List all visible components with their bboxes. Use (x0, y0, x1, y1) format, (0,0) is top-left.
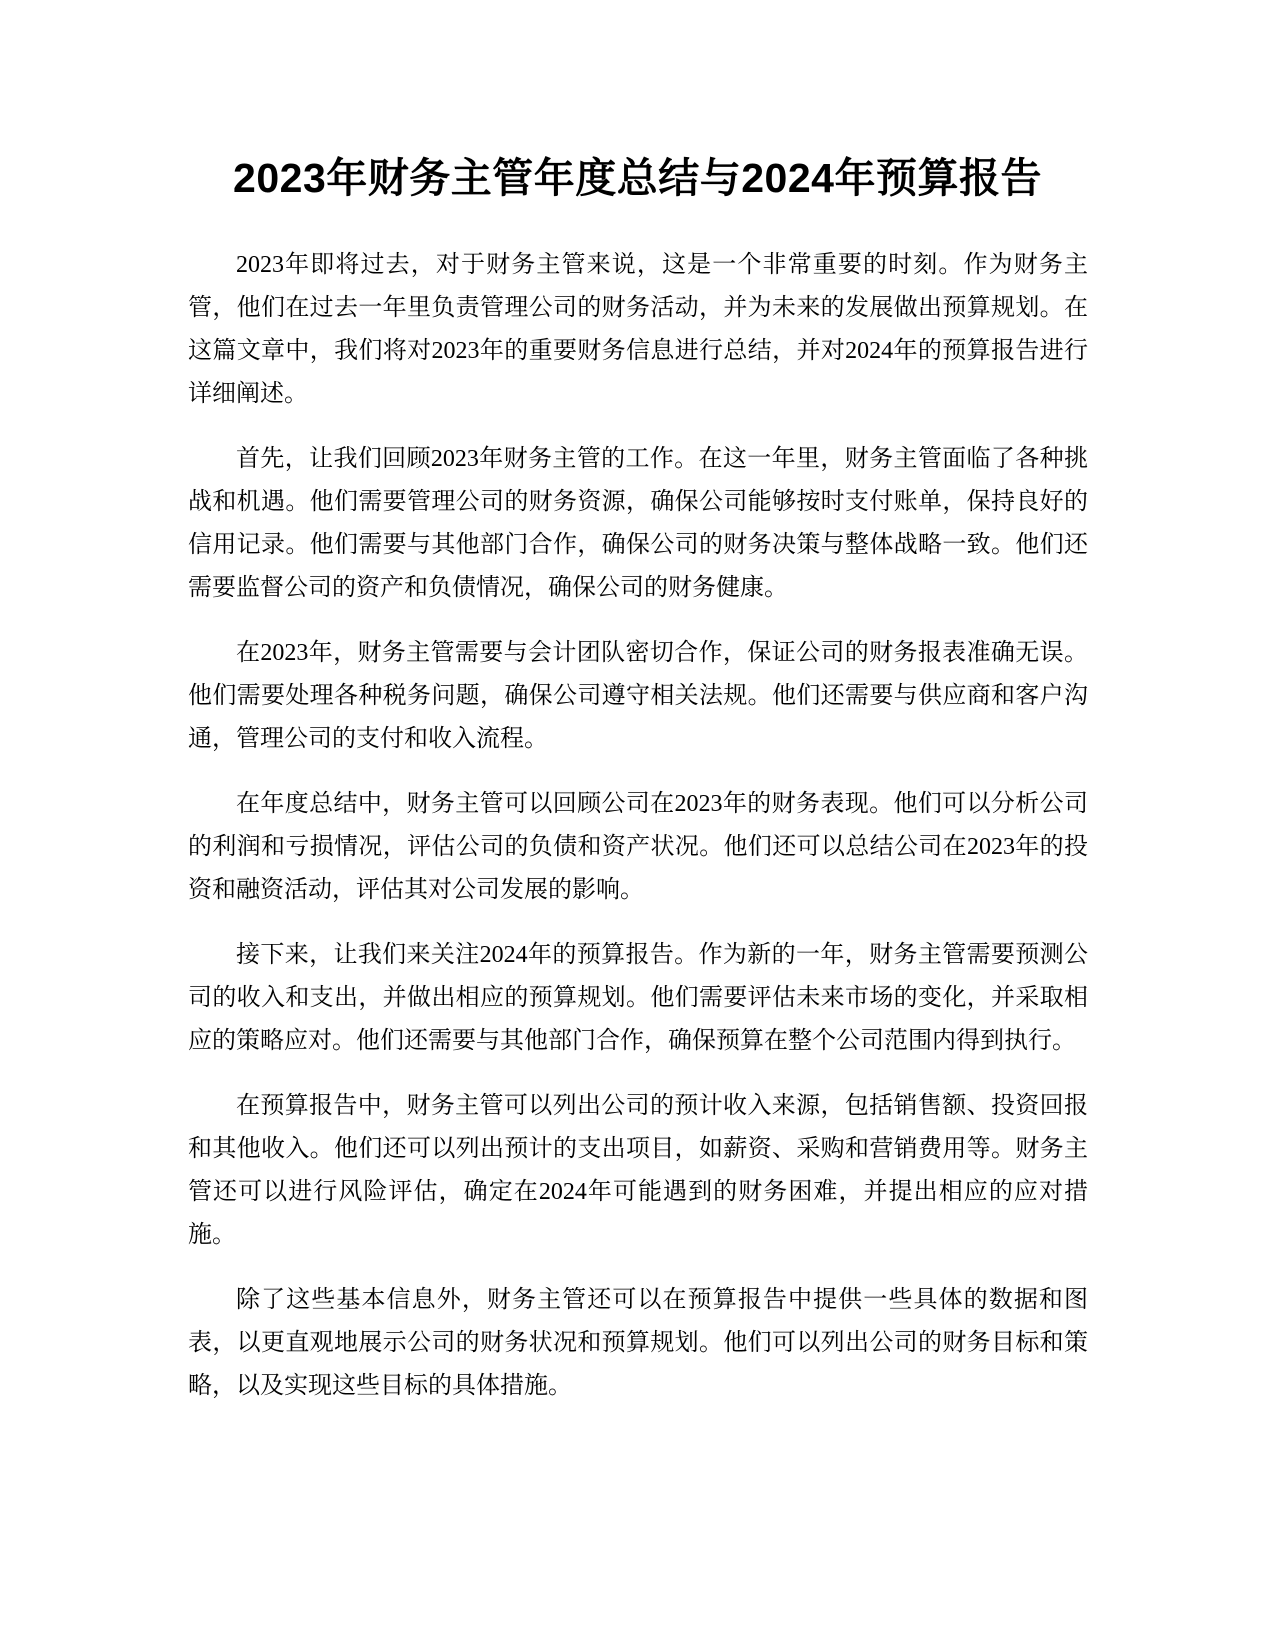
document-body (188, 244, 1088, 1430)
paragraph-additional-info: 除了这些基本信息外，财务主管还可以在预算报告中提供一些具体的数据和图表，以更直观地展示公司的财务状况和预算规划。他们可以列出公司的财务目标和策略，以及实现这些目标的具体措施。 (188, 1287, 1088, 1399)
paragraph-accounting-collaboration: 在2023年，财务主管需要与会计团队密切合作，保证公司的财务报表准确无误。他们需要处理各种税务问题，确保公司遵守相关法规。他们还需要与供应商和客户沟通，管理公司的支付和收入流程。 (188, 640, 1088, 752)
paragraph-budget-2024: 接下来，让我们来关注2024年的预算报告。作为新的一年，财务主管需要预测公司的收入和支出，并做出相应的预算规划。他们需要评估未来市场的变化，并采取相应的策略应对。他们还需要与其他部门合作，确保预算在整个公司范围内得到执行。 (188, 942, 1088, 1054)
paragraph-annual-summary: 在年度总结中，财务主管可以回顾公司在2023年的财务表现。他们可以分析公司的利润和亏损情况，评估公司的负债和资产状况。他们还可以总结公司在2023年的投资和融资活动，评估其对公司发展的影响。 (188, 791, 1088, 903)
paragraph-intro: 2023年即将过去，对于财务主管来说，这是一个非常重要的时刻。作为财务主管，他们在过去一年里负责管理公司的财务活动，并为未来的发展做出预算规划。在这篇文章中，我们将对2023年的重要财务信息进行总结，并对2024年的预算报告进行详细阐述。 (188, 252, 1088, 407)
paragraph-budget-details: 在预算报告中，财务主管可以列出公司的预计收入来源，包括销售额、投资回报和其他收入。他们还可以列出预计的支出项目，如薪资、采购和营销费用等。财务主管还可以进行风险评估，确定在2024年可能遇到的财务困难，并提出相应的应对措施。 (188, 1093, 1088, 1248)
document-title: 2023年财务主管年度总结与2024年预算报告 (233, 155, 1042, 201)
paragraph-review-2023: 首先，让我们回顾2023年财务主管的工作。在这一年里，财务主管面临了各种挑战和机遇。他们需要管理公司的财务资源，确保公司能够按时支付账单，保持良好的信用记录。他们需要与其他部门合作，确保公司的财务决策与整体战略一致。他们还需要监督公司的资产和负债情况，确保公司的财务健康。 (188, 446, 1088, 601)
